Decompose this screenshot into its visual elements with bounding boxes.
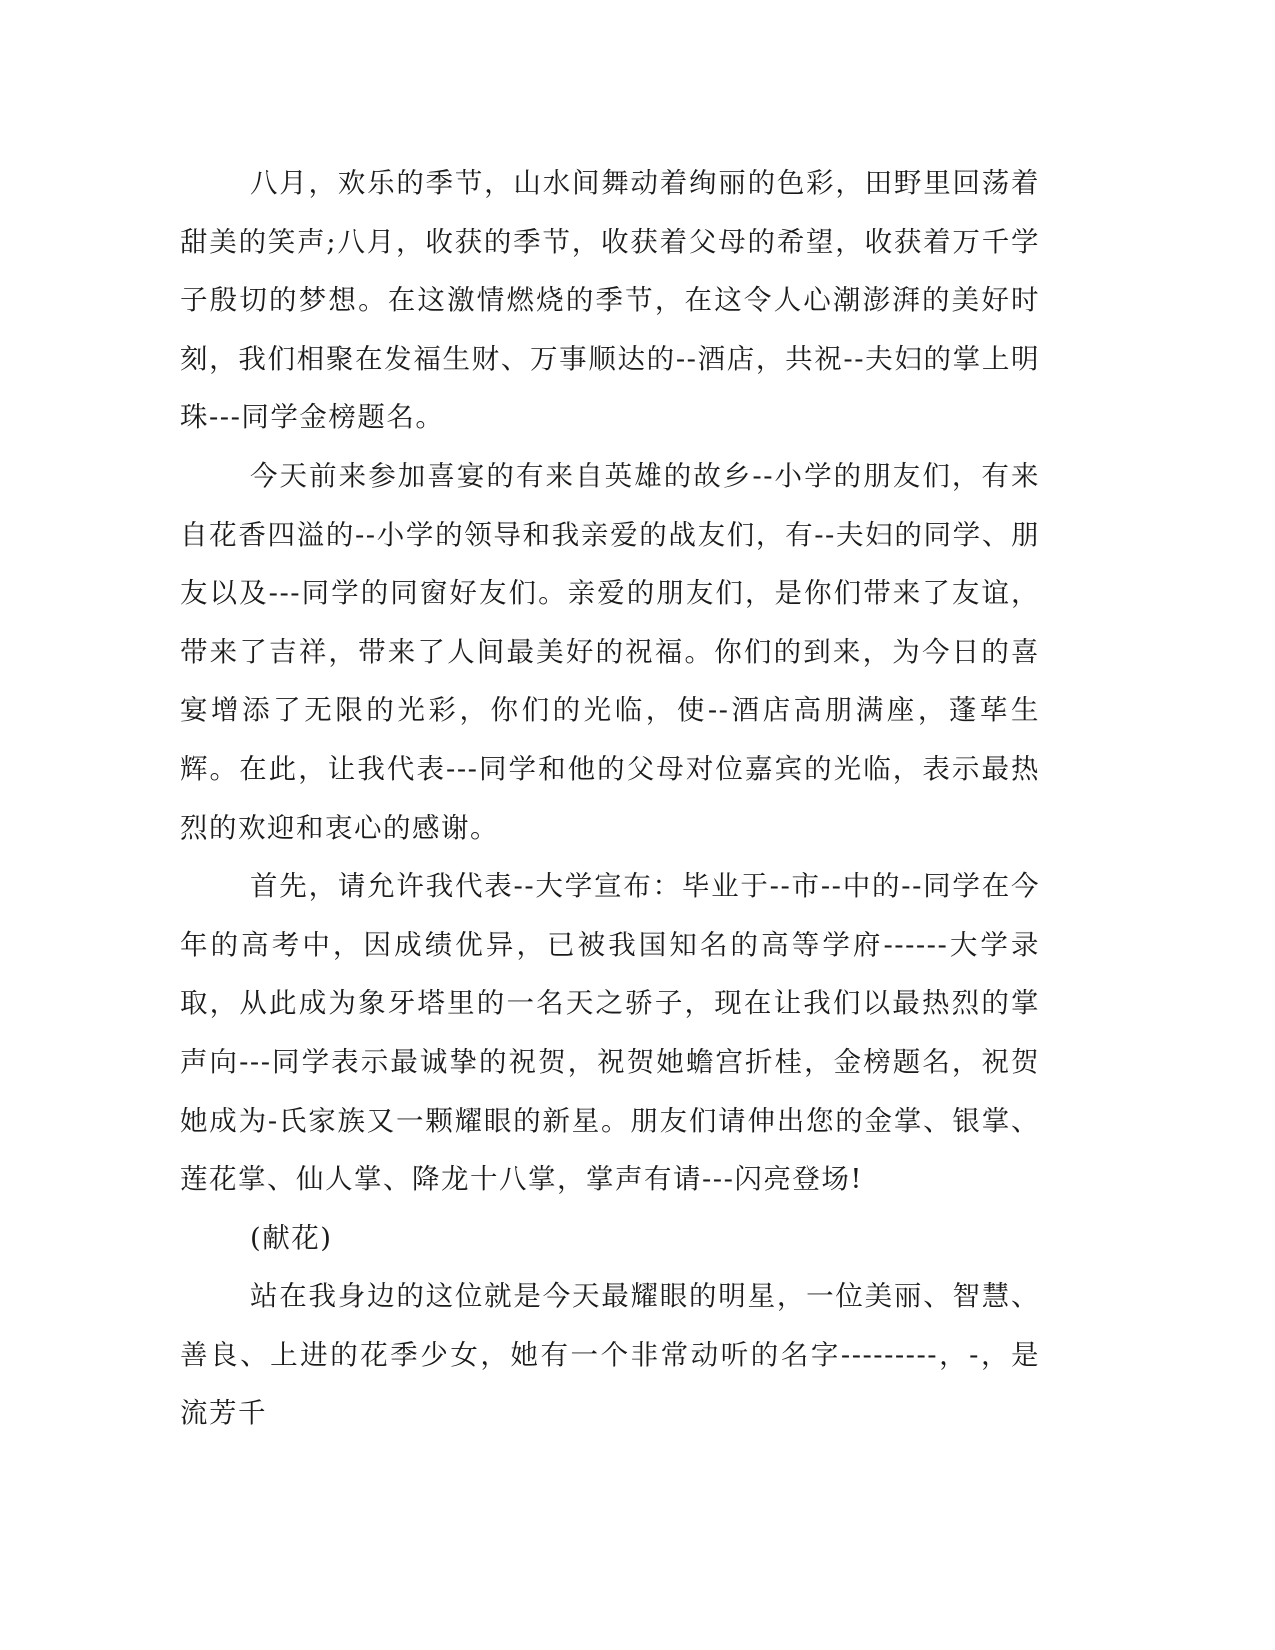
paragraph-3: 首先，请允许我代表--大学宣布：毕业于--市--中的--同学在今年的高考中，因成绩优异，已被我国知名的高等学府------大学录取，从此成为象牙塔里的一名天之骄子，现在让我们以最热烈的掌声向---同学表示最诚挚的祝贺，祝贺她蟾宫折桂，金榜题名，祝贺她成为-氏家族又一颗耀眼的新星。朋友们请伸出您的金掌、银掌、莲花掌、仙人掌、降龙十八掌，掌声有请---闪亮登场!	[180, 870, 1040, 1196]
paragraph-4: (献花)	[250, 1221, 333, 1254]
body-text	[180, 154, 1040, 1443]
paragraph-2: 今天前来参加喜宴的有来自英雄的故乡--小学的朋友们，有来自花香四溢的--小学的领导和我亲爱的战友们，有--夫妇的同学、朋友以及---同学的同窗好友们。亲爱的朋友们，是你们带来了友谊，带来了吉祥，带来了人间最美好的祝福。你们的到来，为今日的喜宴增添了无限的光彩，你们的光临，使--酒店高朋满座，蓬荜生辉。在此，让我代表---同学和他的父母对位嘉宾的光临，表示最热烈的欢迎和衷心的感谢。	[180, 459, 1040, 844]
paragraph-5: 站在我身边的这位就是今天最耀眼的明星，一位美丽、智慧、善良、上进的花季少女，她有一个非常动听的名字---------，-，是流芳千	[180, 1280, 1040, 1430]
paragraph-1: 八月，欢乐的季节，山水间舞动着绚丽的色彩，田野里回荡着甜美的笑声;八月，收获的季节，收获着父母的希望，收获着万千学子殷切的梦想。在这激情燃烧的季节，在这令人心潮澎湃的美好时刻，我们相聚在发福生财、万事顺达的--酒店，共祝--夫妇的掌上明珠---同学金榜题名。	[180, 167, 1040, 434]
